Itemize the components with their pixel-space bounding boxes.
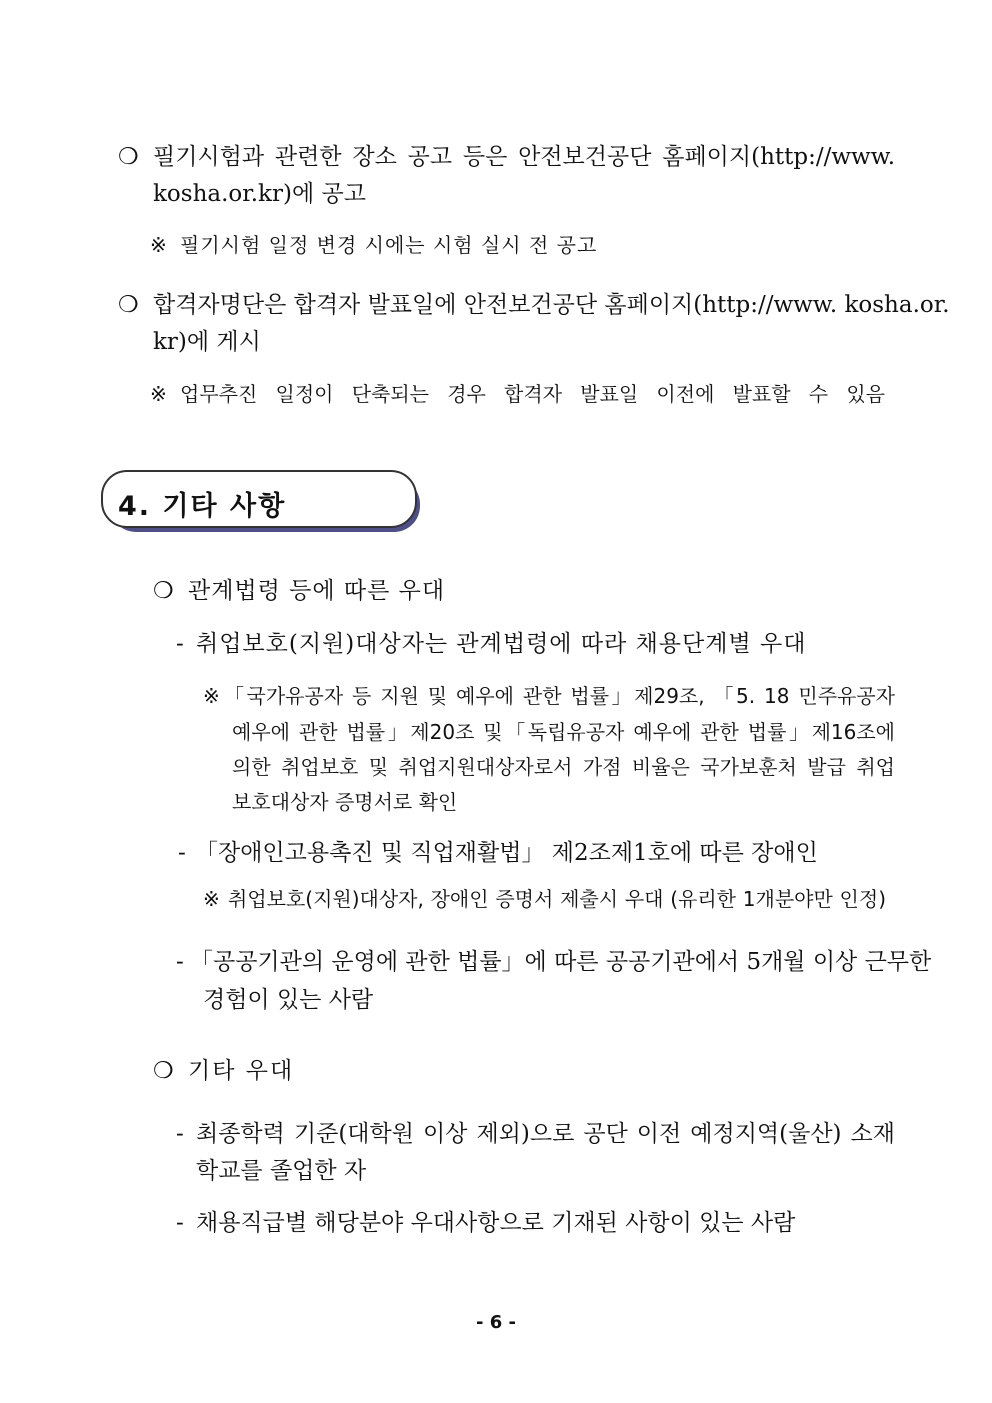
dash-text: 채용직급별 해당분야 우대사항으로 기재된 사항이 있는 사람 (196, 1210, 796, 1236)
note-line: 보호대상자 증명서로 확인 (232, 790, 458, 814)
dash-mark: - (176, 949, 184, 975)
bullet-circle: ❍ (118, 144, 139, 170)
note-line: 예우에 관한 법률」제20조 및「독립유공자 예우에 관한 법률」제16조에 (232, 720, 895, 744)
note-mark: ※ (203, 887, 220, 911)
dash-text: 「장애인고용촉진 및 직업재활법」 제2조제1호에 따른 장애인 (195, 840, 818, 866)
note-line: 「국가유공자 등 지원 및 예우에 관한 법률」제29조, 「5. 18 민주유공자 (224, 684, 895, 708)
note-mark: ※ (150, 233, 167, 257)
dash-mark: - (176, 631, 184, 657)
note-text: 업무추진 일정이 단축되는 경우 합격자 발표일 이전에 발표할 수 있음 (180, 382, 885, 406)
paragraph-line: 합격자명단은 합격자 발표일에 안전보건공단 홈페이지(http://www. kosha.or. (153, 292, 950, 318)
dash-mark: - (176, 1210, 184, 1236)
dash-line: 최종학력 기준(대학원 이상 제외)으로 공단 이전 예정지역(울산) 소재 (196, 1121, 895, 1147)
paragraph-line: 필기시험과 관련한 장소 공고 등은 안전보건공단 홈페이지(http://www. (153, 144, 895, 170)
group-title: 관계법령 등에 따른 우대 (188, 578, 446, 604)
page-number: - 6 - (476, 1312, 516, 1333)
section-heading: 4. 기타 사항 (118, 491, 287, 522)
note-line: 의한 취업보호 및 취업지원대상자로서 가점 비율은 국가보훈처 발급 취업 (232, 755, 895, 779)
bullet-circle: ❍ (118, 292, 139, 318)
dash-line: 학교를 졸업한 자 (196, 1158, 367, 1184)
note-mark: ※ (203, 684, 220, 708)
dash-line: 「공공기관의 운영에 관한 법률」에 따른 공공기관에서 5개월 이상 근무한 (190, 949, 932, 975)
paragraph-line: kr)에 게시 (153, 329, 261, 355)
bullet-circle: ❍ (153, 578, 174, 604)
group-title: 기타 우대 (188, 1058, 295, 1084)
dash-line: 경험이 있는 사람 (203, 987, 374, 1013)
note-text: 필기시험 일정 변경 시에는 시험 실시 전 공고 (180, 233, 598, 257)
bullet-circle: ❍ (153, 1058, 174, 1084)
dash-mark: - (176, 1121, 184, 1147)
paragraph-line: kosha.or.kr)에 공고 (153, 181, 366, 207)
dash-mark: - (178, 840, 186, 866)
note-mark: ※ (150, 382, 167, 406)
note-text: 취업보호(지원)대상자, 장애인 증명서 제출시 우대 (유리한 1개분야만 인정) (228, 887, 886, 911)
dash-text: 취업보호(지원)대상자는 관계법령에 따라 채용단계별 우대 (196, 631, 807, 657)
